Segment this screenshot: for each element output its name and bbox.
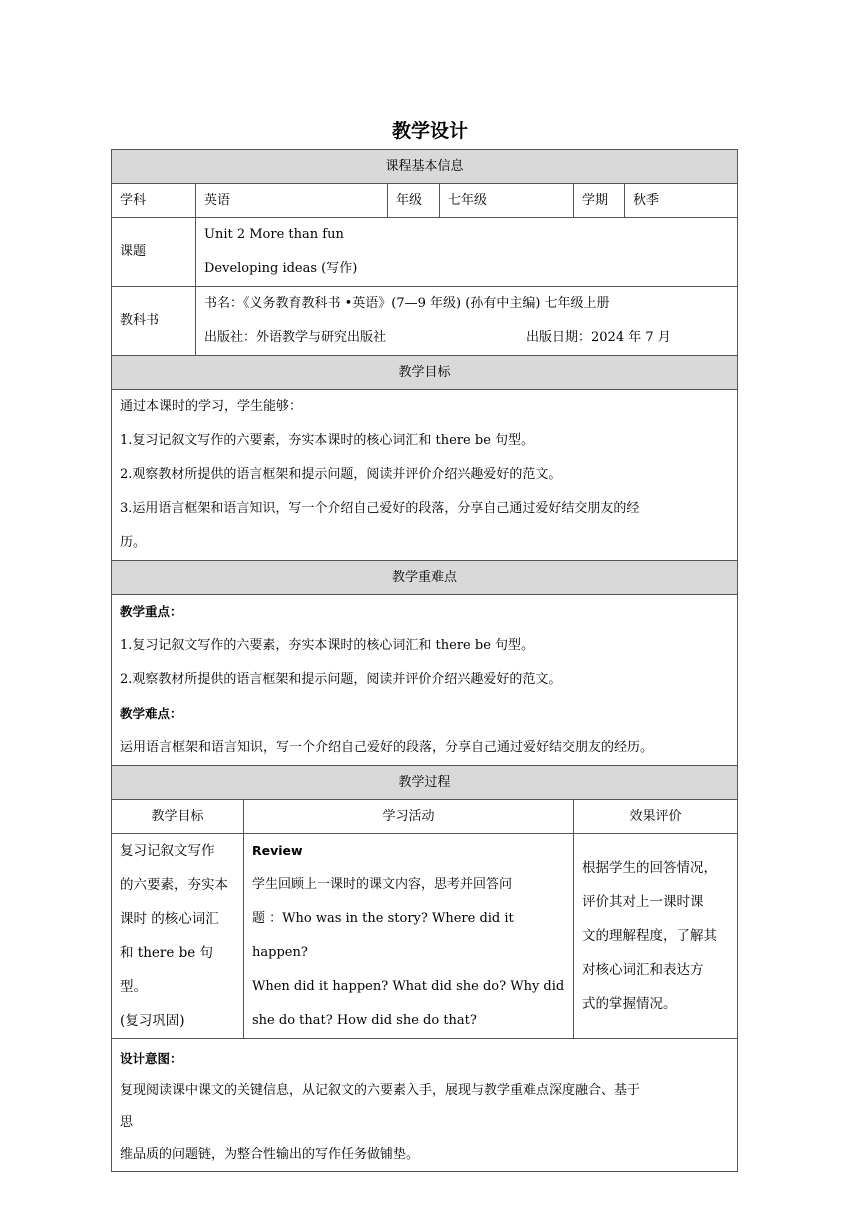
focus-item-2: 2.观察教材所提供的语言框架和提示问题，阅读并评价介绍兴趣爱好的范文。 [120,672,562,687]
textbook-pub-date: 出版日期：2024 年 7 月 [526,330,671,345]
activity-line: 题 ：Who was in the story? Where did it happen? [252,911,514,960]
difficulty-text: 运用语言框架和语言知识，写一个介绍自己爱好的段落，分享自己通过爱好结交朋友的经历。 [120,740,654,755]
process-col-activity: 学习活动 [244,800,574,834]
goal-line: 的六要素，夯实本 [120,877,228,893]
design-intent-line: 思 [120,1115,134,1130]
textbook-book-name: 书名：《义务教育教科书 •英语》(7—9 年级) (孙有中主编) 七年级上册 [204,296,610,311]
design-intent-cell [112,1039,738,1172]
design-intent-line: 维品质的问题链，为整合性输出的写作任务做铺垫。 [120,1147,420,1162]
process-header: 教学过程 [112,766,738,800]
eval-line: 根据学生的回答情况， [582,860,717,876]
objective-item-3-cont: 历。 [120,535,147,550]
objective-item-1: 1.复习记叙文写作的六要素，夯实本课时的核心词汇和 there be 句型。 [120,433,535,448]
goal-line: 课时 的核心词汇 [120,911,219,927]
goal-line: 和 there be 句型。 [120,945,214,995]
term-value: 秋季 [625,184,738,218]
topic-value [196,218,738,287]
lesson-plan-table [111,149,738,1172]
key-points-header: 教学重难点 [112,561,738,595]
topic-line-1: Unit 2 More than fun [204,227,344,242]
eval-line: 评价其对上一课时课 [582,894,704,910]
term-label: 学期 [574,184,625,218]
page-title: 教学设计 [391,120,468,142]
topic-line-2: Developing ideas (写作) [204,261,358,276]
textbook-value [196,287,738,356]
process-goal-cell [112,834,244,1039]
activity-line: she do that? How did she do that? [252,1013,477,1028]
goal-line: (复习巩固) [120,1013,185,1029]
activity-title: Review [252,843,303,858]
subject-label: 学科 [112,184,196,218]
design-intent-label: 设计意图： [120,1051,183,1066]
focus-item-1: 1.复习记叙文写作的六要素，夯实本课时的核心词汇和 there be 句型。 [120,638,535,653]
goal-line: 复习记叙文写作 [120,843,215,859]
process-col-goal: 教学目标 [112,800,244,834]
objectives-header: 教学目标 [112,356,738,390]
key-points-content [112,595,738,766]
objective-item-2: 2.观察教材所提供的语言框架和提示问题，阅读并评价介绍兴趣爱好的范文。 [120,467,562,482]
eval-line: 文的理解程度，了解其 [582,928,717,944]
eval-line: 式的掌握情况。 [582,996,677,1012]
basic-info-header: 课程基本信息 [112,150,738,184]
process-col-eval: 效果评价 [574,800,738,834]
subject-value: 英语 [196,184,388,218]
grade-label: 年级 [388,184,440,218]
process-eval-cell [574,834,738,1039]
textbook-publisher-row [204,321,729,355]
focus-label: 教学重点： [120,604,183,619]
objectives-content [112,390,738,561]
objective-item-3: 3.运用语言框架和语言知识，写一个介绍自己爱好的段落，分享自己通过爱好结交朋友的经 [120,501,640,516]
textbook-label: 教科书 [112,287,196,356]
process-activity-cell [244,834,574,1039]
difficulty-label: 教学难点： [120,706,183,721]
grade-value: 七年级 [440,184,574,218]
design-intent-line: 复现阅读课中课文的关键信息，从记叙文的六要素入手，展现与教学重难点深度融合、基于 [120,1083,641,1098]
activity-line: 学生回顾上一课时的课文内容，思考并回答问 [252,877,513,892]
activity-line: When did it happen? What did she do? Why did [252,979,565,994]
eval-line: 对核心词汇和表达方 [582,962,704,978]
textbook-publisher: 出版社：外语教学与研究出版社 [204,330,387,345]
objectives-intro: 通过本课时的学习，学生能够： [120,399,303,414]
topic-label: 课题 [112,218,196,287]
